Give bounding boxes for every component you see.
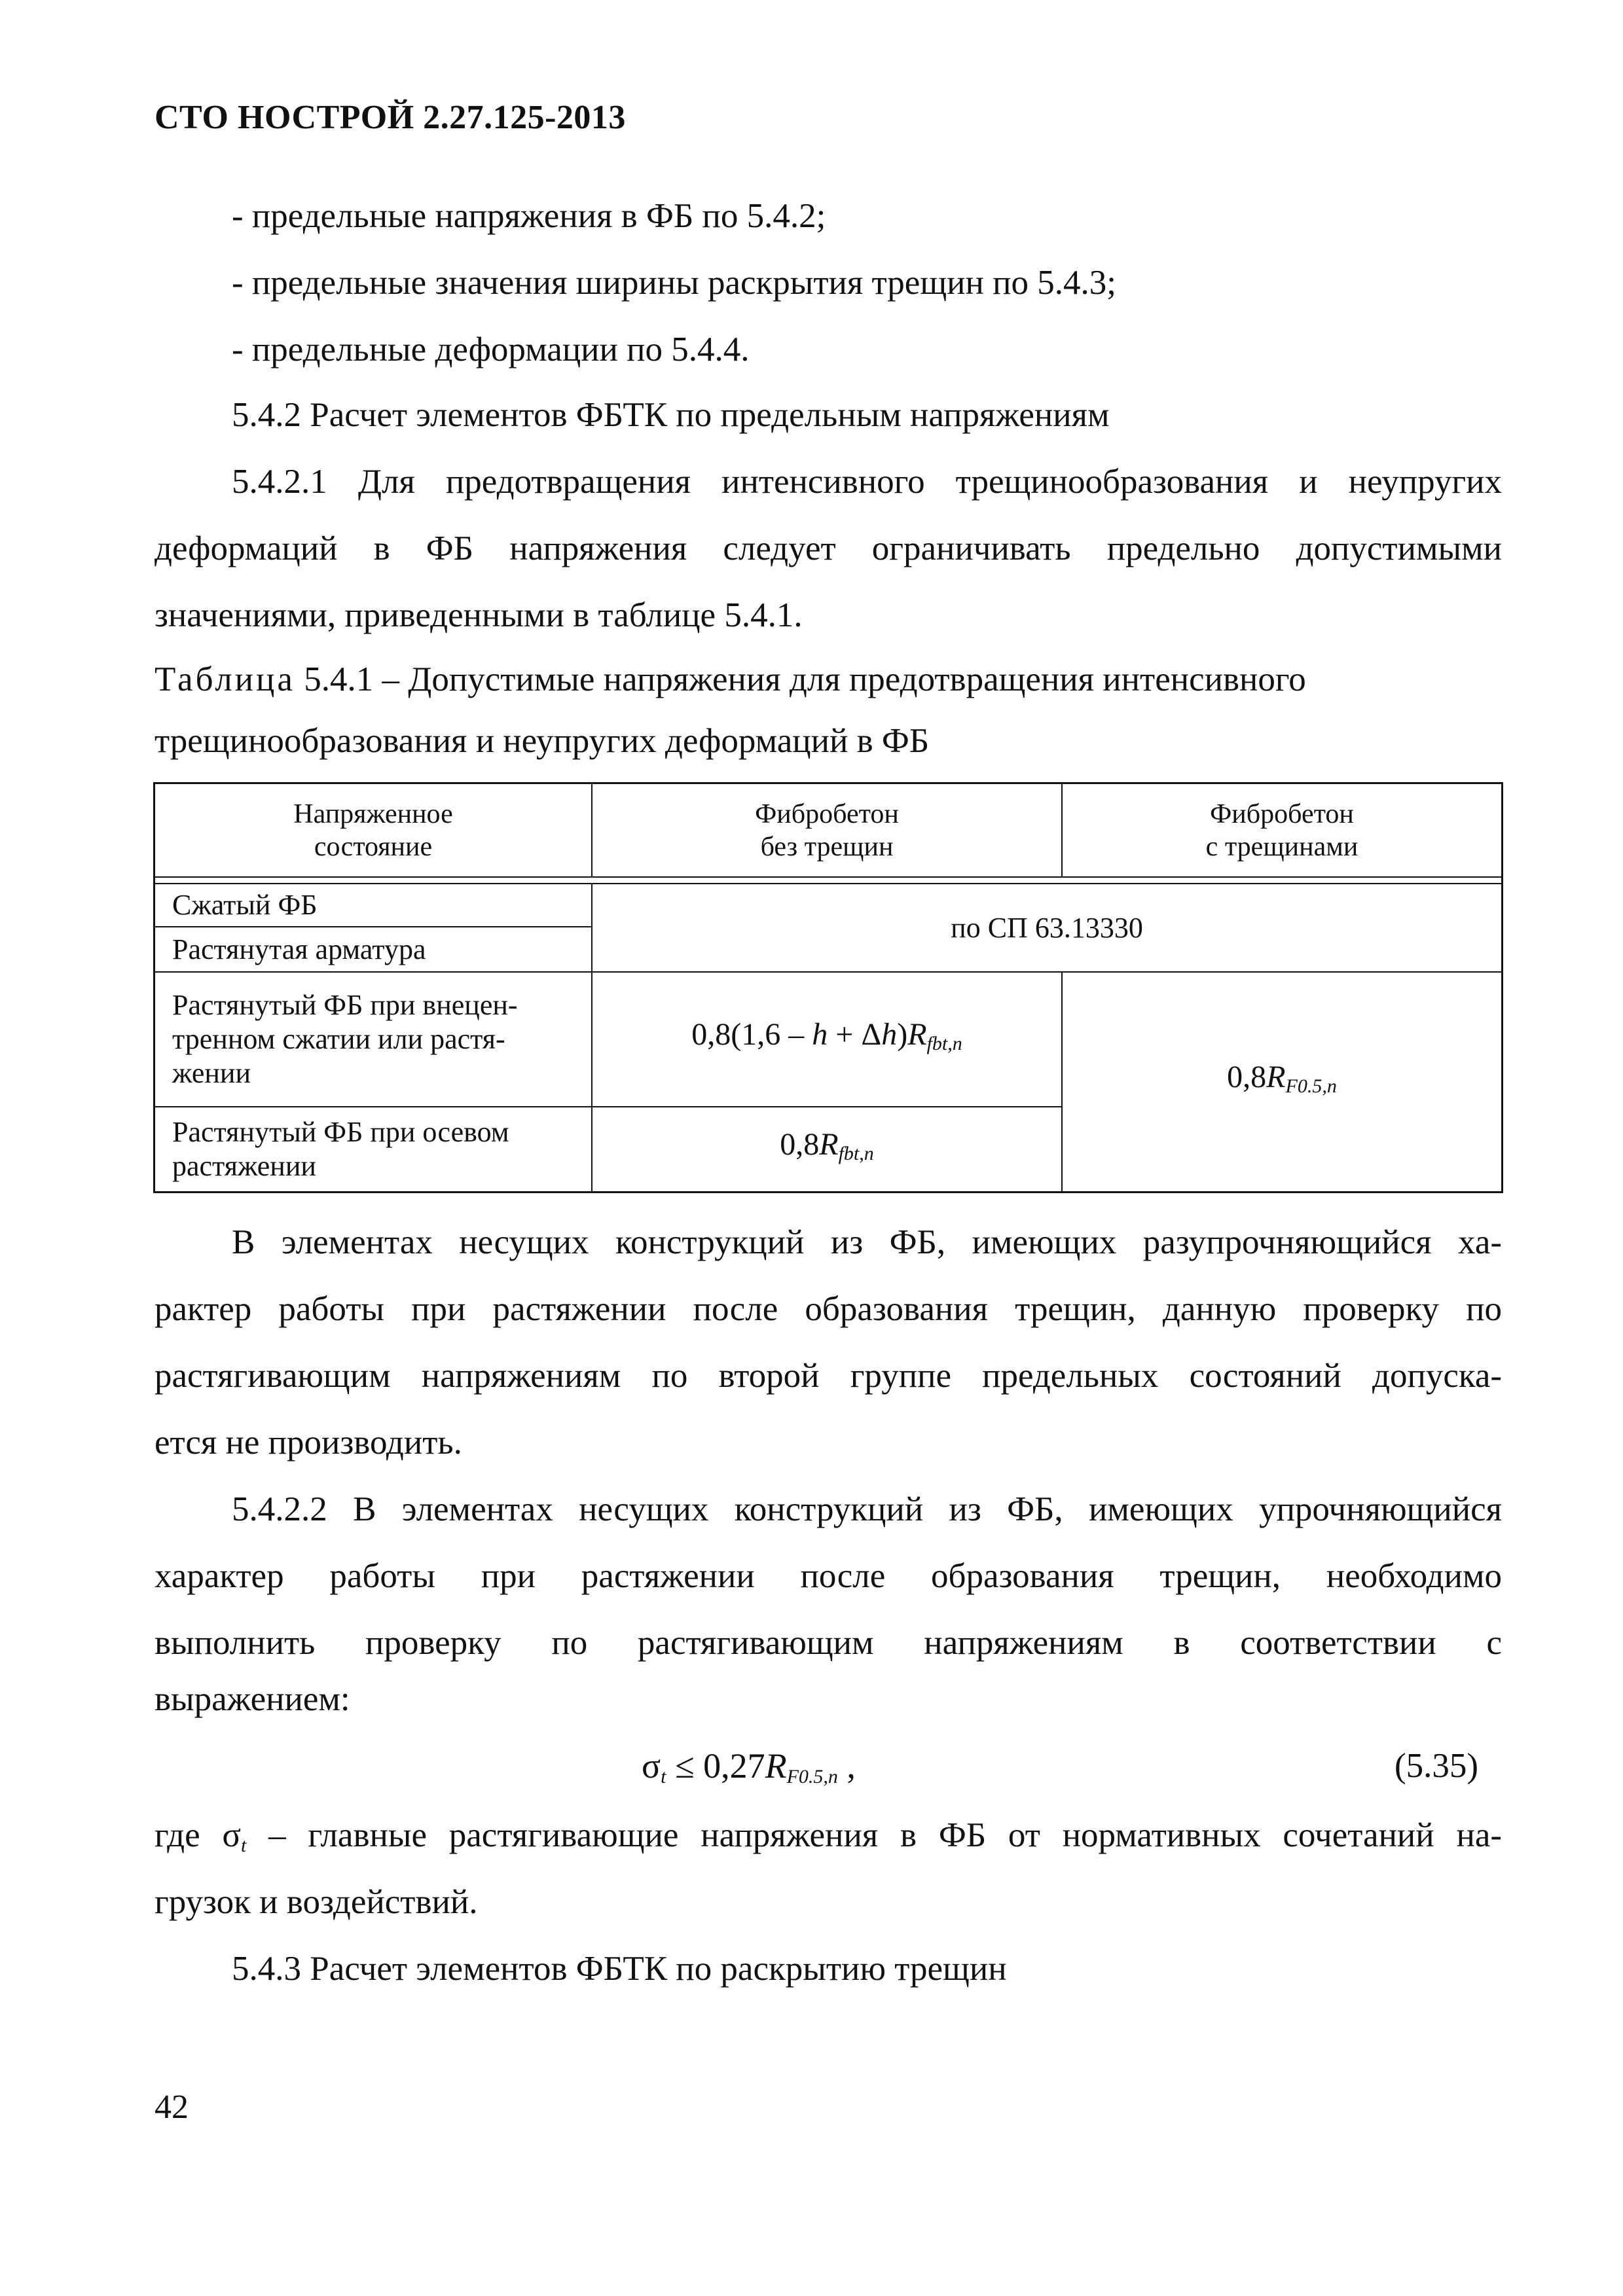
paragraph-line: выполнить проверку по растягивающим напряжениям в соответствии с	[155, 1624, 1502, 1662]
table-cell-eccentric-formula: $0,8(1,6 - h + \Delta h)R_{fbt,n}$	[691, 1017, 962, 1054]
formula-5-35: $\sigma_t \le 0,27R_{F0.5,n}$ ,	[642, 1746, 856, 1787]
paragraph-line: 5.4.2.1 Для предотвращения интенсивного трещинообразования и неупругих	[232, 463, 1502, 501]
paragraph-line: выражением:	[155, 1680, 350, 1718]
table-header-cracked: Фибробетон с трещинами	[1205, 798, 1359, 862]
table-cell-cracked-formula: $0,8R_{F0.5,n}$	[1227, 1060, 1337, 1097]
page-number: 42	[155, 2089, 189, 2126]
table-cell-compressed: Сжатый ФБ	[172, 889, 318, 921]
paragraph-line: рактер работы при растяжении после образования трещин, данную проверку по	[155, 1290, 1502, 1328]
table-cell-sp-reference: по СП 63.13330	[951, 911, 1143, 944]
paragraph-line: 5.4.2.2 В элементах несущих конструкций из ФБ, имеющих упрочняющийся	[232, 1490, 1502, 1528]
paragraph-line: ется не производить.	[155, 1424, 462, 1462]
stress-table	[153, 782, 1503, 1193]
table-header-uncracked: Фибробетон без трещин	[755, 798, 899, 862]
paragraph-line: характер работы при растяжении после образования трещин, необходимо	[155, 1557, 1502, 1595]
paragraph-line: В элементах несущих конструкций из ФБ, имеющих разупрочняющийся ха-	[232, 1223, 1502, 1261]
table-cell-eccentric: Растянутый ФБ при внецен- тренном сжатии или растя- жении	[172, 989, 518, 1089]
section-heading-5-4-2: 5.4.2 Расчет элементов ФБТК по предельным напряжениям	[232, 396, 1110, 434]
table-cell-axial: Растянутый ФБ при осевом растяжении	[172, 1116, 509, 1182]
paragraph-line: значениями, приведенными в таблице 5.4.1.	[155, 596, 803, 634]
table-cell-axial-formula: $0,8R_{fbt,n}$	[780, 1127, 874, 1164]
paragraph-line: растягивающим напряжениям по второй группе предельных состояний допуска-	[155, 1357, 1502, 1395]
list-item: - предельные напряжения в ФБ по 5.4.2;	[232, 197, 826, 235]
table-cell-tensile-rebar: Растянутая арматура	[172, 933, 426, 965]
table-header-state: Напряженное состояние	[293, 798, 453, 862]
table-caption-label: Таблица	[155, 660, 295, 698]
list-item: - предельные деформации по 5.4.4.	[232, 331, 750, 368]
paragraph-line: деформаций в ФБ напряжения следует ограничивать предельно допустимыми	[155, 529, 1502, 567]
document-header: СТО НОСТРОЙ 2.27.125-2013	[155, 99, 626, 136]
equation-number: (5.35)	[1395, 1747, 1479, 1785]
list-item: - предельные значения ширины раскрытия трещин по 5.4.3;	[232, 264, 1116, 302]
table-caption-line2: трещинообразования и неупругих деформаций в ФБ	[155, 722, 930, 760]
where-line-2: грузок и воздействий.	[155, 1883, 478, 1921]
table-caption	[155, 660, 1306, 699]
section-heading-5-4-3: 5.4.3 Расчет элементов ФБТК по раскрытию трещин	[232, 1950, 1007, 1988]
table-caption-text: 5.4.1 – Допустимые напряжения для предотвращения интенсивного	[295, 660, 1306, 698]
where-line: где $\sigma_t$ – главные растягивающие напряжения в ФБ от нормативных сочетаний на-	[155, 1816, 1503, 1856]
